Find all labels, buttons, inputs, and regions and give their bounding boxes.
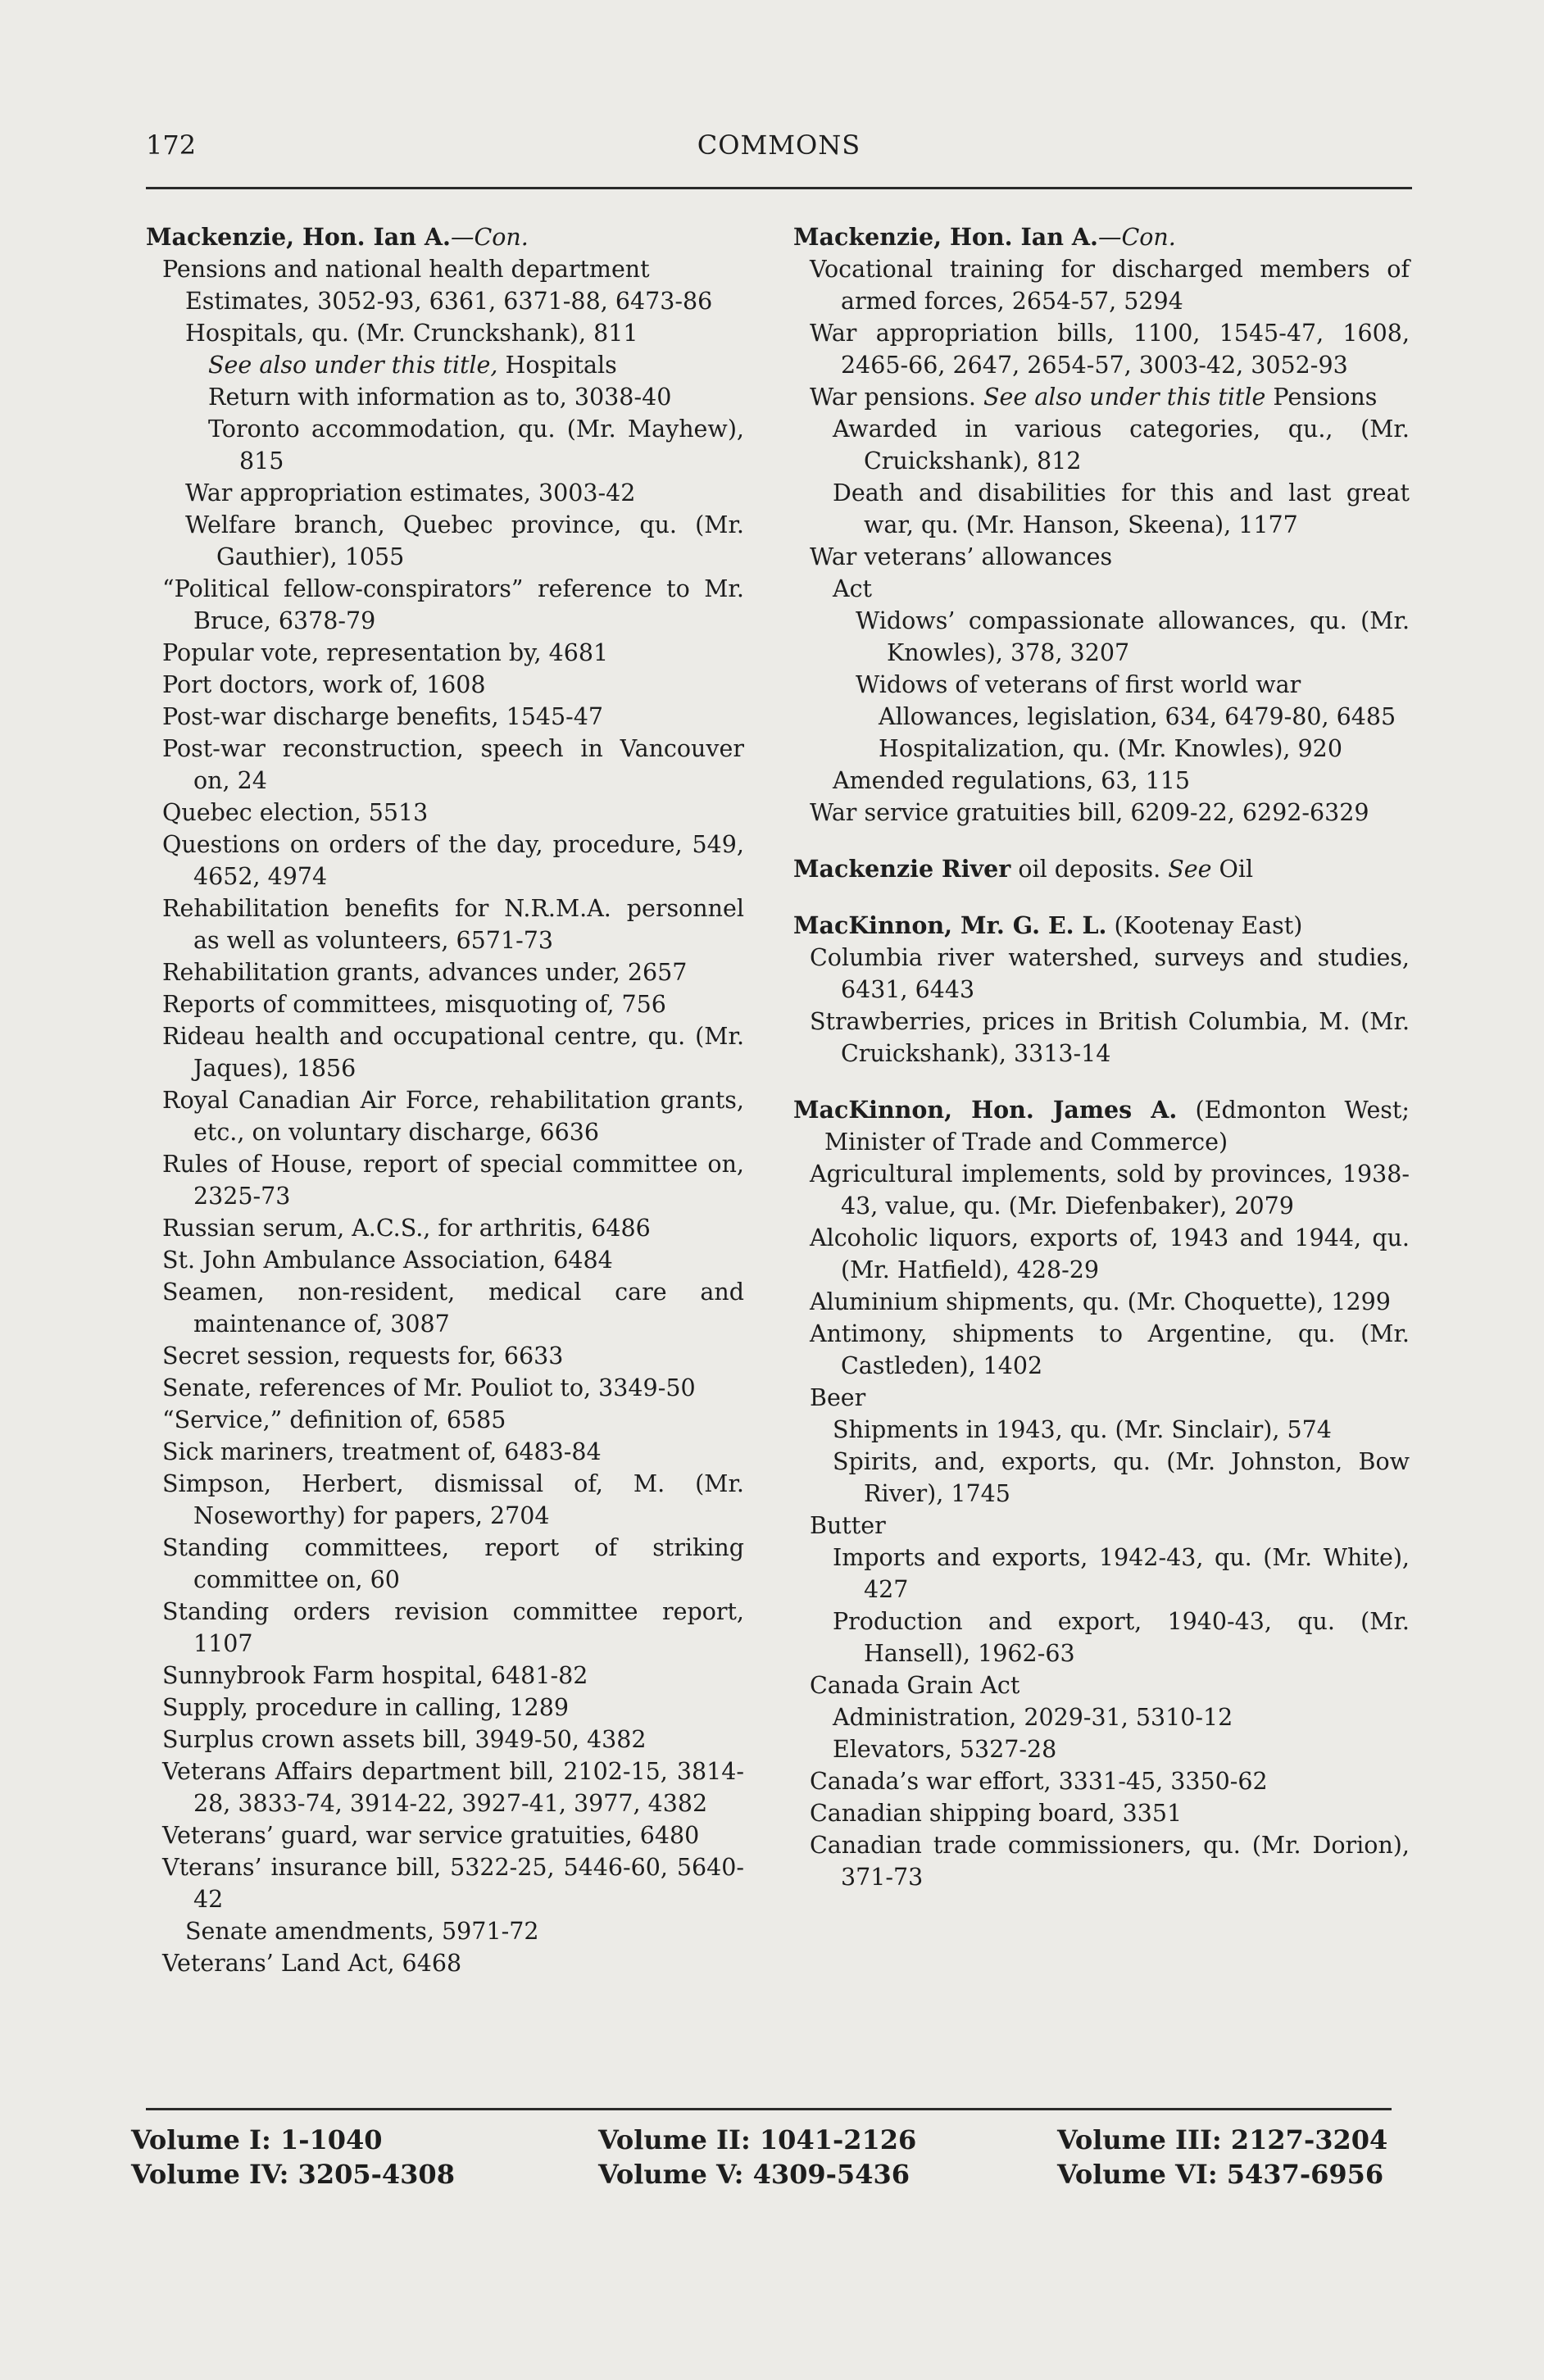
right-column xyxy=(793,221,1410,1893)
index-entry xyxy=(162,1851,744,1915)
index-entry xyxy=(162,1212,744,1244)
index-entry xyxy=(162,797,744,829)
index-entry xyxy=(833,765,1410,797)
index-entry xyxy=(162,1084,744,1148)
index-entry xyxy=(162,701,744,733)
index-entry xyxy=(162,253,744,285)
entry-text: Welfare branch, Quebec province, qu. (Mr. Gauthier), 1055 xyxy=(185,511,744,570)
index-entry xyxy=(833,413,1410,477)
index-entry xyxy=(162,1947,744,1979)
entry-text: Hospitals, qu. (Mr. Crunckshank), 811 xyxy=(185,320,638,347)
index-entry xyxy=(162,1724,744,1755)
index-entry xyxy=(833,1733,1410,1765)
entry-text: Surplus crown assets bill, 3949-50, 4382 xyxy=(162,1726,647,1753)
index-entry xyxy=(810,797,1410,829)
index-entry xyxy=(810,1006,1410,1070)
entry-text: Vocational training for discharged members of armed forces, 2654-57, 5294 xyxy=(810,256,1410,315)
index-entry xyxy=(856,605,1410,669)
cross-reference: See also under this title, xyxy=(208,352,498,379)
index-entry xyxy=(810,1286,1410,1318)
index-entry xyxy=(810,1797,1410,1829)
index-entry xyxy=(162,1436,744,1468)
index-heading xyxy=(146,221,744,253)
entry-text: Spirits, and, exports, qu. (Mr. Johnston, Bow River), 1745 xyxy=(833,1448,1410,1507)
entry-text: Senate amendments, 5971-72 xyxy=(185,1918,539,1945)
entry-text: Act xyxy=(833,575,872,602)
entry-text: Reports of committees, misquoting of, 756 xyxy=(162,991,666,1018)
entry-text: Veterans’ guard, war service gratuities, 6480 xyxy=(162,1822,700,1849)
entry-text: Supply, procedure in calling, 1289 xyxy=(162,1694,569,1721)
entry-text: War veterans’ allowances xyxy=(810,543,1113,570)
entry-text: Elevators, 5327-28 xyxy=(833,1736,1057,1763)
entry-text: Secret session, requests for, 6633 xyxy=(162,1342,564,1369)
index-entry xyxy=(833,1414,1410,1446)
index-entry xyxy=(162,1244,744,1276)
entry-text: Beer xyxy=(810,1384,866,1411)
entry-text: Canadian trade commissioners, qu. (Mr. Dorion), 371-73 xyxy=(810,1832,1410,1891)
entry-text: Rideau health and occupational centre, qu. (Mr. Jaques), 1856 xyxy=(162,1023,744,1082)
entry-text: Pensions and national health department xyxy=(162,256,650,283)
volume-label-2: Volume II: 1041-2126 xyxy=(598,2124,917,2155)
index-entry xyxy=(162,1148,744,1212)
entry-text: Widows’ compassionate allowances, qu. (Mr. Knowles), 378, 3207 xyxy=(856,607,1410,666)
entry-text: War service gratuities bill, 6209-22, 6292-6329 xyxy=(810,799,1369,826)
index-entry xyxy=(810,381,1410,413)
entry-text: St. John Ambulance Association, 6484 xyxy=(162,1247,613,1274)
index-entry xyxy=(162,1340,744,1372)
index-entry xyxy=(162,829,744,892)
index-entry xyxy=(856,669,1410,701)
entry-text: Seamen, non-resident, medical care and maintenance of, 3087 xyxy=(162,1279,744,1338)
index-entry xyxy=(185,317,744,349)
entry-text: Administration, 2029-31, 5310-12 xyxy=(833,1704,1233,1731)
page-header xyxy=(146,123,1412,172)
heading-name: MacKinnon, Hon. James A. xyxy=(793,1096,1178,1124)
entry-text: Toronto accommodation, qu. (Mr. Mayhew), 815 xyxy=(208,416,744,475)
entry-text: Post-war reconstruction, speech in Vancouver on, 24 xyxy=(162,735,744,794)
entry-text: Sunnybrook Farm hospital, 6481-82 xyxy=(162,1662,588,1689)
index-heading xyxy=(793,1094,1410,1158)
index-entry xyxy=(185,509,744,573)
heading-name: Mackenzie River xyxy=(793,855,1011,883)
index-entry xyxy=(162,573,744,637)
index-entry xyxy=(162,669,744,701)
volume-label-5: Volume V: 4309-5436 xyxy=(598,2159,910,2190)
entry-text: Rehabilitation benefits for N.R.M.A. personnel as well as volunteers, 6571-73 xyxy=(162,895,744,954)
index-entry xyxy=(162,956,744,988)
entry-text: Senate, references of Mr. Pouliot to, 3349-50 xyxy=(162,1374,696,1401)
entry-text: Rules of House, report of special committee on, 2325-73 xyxy=(162,1151,744,1210)
index-entry xyxy=(810,942,1410,1006)
entry-text: Imports and exports, 1942-43, qu. (Mr. White), 427 xyxy=(833,1544,1410,1603)
entry-text: Canada’s war effort, 3331-45, 3350-62 xyxy=(810,1768,1268,1795)
entry-text: Agricultural implements, sold by provinces, 1938-43, value, qu. (Mr. Diefenbaker), 2079 xyxy=(810,1160,1410,1220)
index-entry xyxy=(208,349,744,381)
index-entry xyxy=(162,1819,744,1851)
cross-reference: See also under this title xyxy=(983,384,1266,411)
index-entry xyxy=(810,1669,1410,1701)
index-entry xyxy=(208,413,744,477)
volume-label-6: Volume VI: 5437-6956 xyxy=(1057,2159,1384,2190)
entry-text: Simpson, Herbert, dismissal of, M. (Mr. Noseworthy) for papers, 2704 xyxy=(162,1470,744,1529)
entry-text: Sick mariners, treatment of, 6483-84 xyxy=(162,1438,602,1465)
index-heading xyxy=(793,853,1410,885)
volume-label-1: Volume I: 1-1040 xyxy=(131,2124,383,2155)
index-entry xyxy=(810,541,1410,573)
entry-text: War appropriation estimates, 3003-42 xyxy=(185,479,636,506)
entry-text: Russian serum, A.C.S., for arthritis, 6486 xyxy=(162,1215,651,1242)
entry-text: Standing orders revision committee report, 1107 xyxy=(162,1598,744,1657)
entry-text: War appropriation bills, 1100, 1545-47, 1608, 2465-66, 2647, 2654-57, 3003-42, 3052-93 xyxy=(810,320,1410,379)
index-entry xyxy=(810,1222,1410,1286)
heading-continued: —Con. xyxy=(1097,224,1176,251)
index-entry xyxy=(833,1701,1410,1733)
entry-text: Estimates, 3052-93, 6361, 6371-88, 6473-86 xyxy=(185,288,713,315)
index-heading xyxy=(793,221,1410,253)
entry-text: Allowances, legislation, 634, 6479-80, 6485 xyxy=(879,703,1396,730)
entry-text: Aluminium shipments, qu. (Mr. Choquette), 1299 xyxy=(810,1288,1391,1315)
index-entry xyxy=(162,1468,744,1532)
index-entry xyxy=(162,1276,744,1340)
index-entry xyxy=(162,1372,744,1404)
heading-text: (Edmonton West; Minister of Trade and Commerce) xyxy=(824,1097,1410,1156)
index-entry xyxy=(185,1915,744,1947)
index-entry xyxy=(162,637,744,669)
entry-text: Butter xyxy=(810,1512,886,1539)
entry-text: Alcoholic liquors, exports of, 1943 and 1944, qu. (Mr. Hatfield), 428-29 xyxy=(810,1224,1410,1283)
index-entry xyxy=(810,317,1410,381)
index-entry xyxy=(879,701,1410,733)
index-heading xyxy=(793,910,1410,942)
index-entry xyxy=(162,1596,744,1660)
index-entry xyxy=(162,1660,744,1692)
entry-text: Strawberries, prices in British Columbia, M. (Mr. Cruickshank), 3313-14 xyxy=(810,1008,1410,1067)
entry-text: Shipments in 1943, qu. (Mr. Sinclair), 574 xyxy=(833,1416,1332,1443)
entry-text: Standing committees, report of striking committee on, 60 xyxy=(162,1534,744,1593)
entry-text: Hospitals xyxy=(497,352,617,379)
cross-reference: See xyxy=(1168,856,1212,883)
index-entry xyxy=(162,988,744,1020)
index-entry xyxy=(162,1692,744,1724)
entry-text: Post-war discharge benefits, 1545-47 xyxy=(162,703,604,730)
index-entry xyxy=(810,253,1410,317)
index-entry xyxy=(833,1542,1410,1606)
entry-text: “Service,” definition of, 6585 xyxy=(162,1406,506,1433)
index-entry xyxy=(162,1404,744,1436)
entry-text: Quebec election, 5513 xyxy=(162,799,429,826)
entry-text: Production and export, 1940-43, qu. (Mr. Hansell), 1962-63 xyxy=(833,1608,1410,1667)
index-entry xyxy=(162,1020,744,1084)
entry-text: Questions on orders of the day, procedure, 549, 4652, 4974 xyxy=(162,831,744,890)
entry-text: Port doctors, work of, 1608 xyxy=(162,671,486,698)
entry-text: Rehabilitation grants, advances under, 2657 xyxy=(162,959,688,986)
heading-name: MacKinnon, Mr. G. E. L. xyxy=(793,911,1107,939)
index-entry xyxy=(810,1318,1410,1382)
entry-text: Pensions xyxy=(1265,384,1378,411)
header-divider xyxy=(146,187,1412,189)
heading-text: (Kootenay East) xyxy=(1106,912,1303,939)
entry-spacer xyxy=(793,829,1410,853)
entry-text: Royal Canadian Air Force, rehabilitation grants, etc., on voluntary discharge, 6636 xyxy=(162,1087,744,1146)
entry-text: Amended regulations, 63, 115 xyxy=(833,767,1191,794)
page-title: COMMONS xyxy=(697,129,861,161)
entry-text: War pensions. xyxy=(810,384,983,411)
index-entry xyxy=(162,1532,744,1596)
heading-name: Mackenzie, Hon. Ian A. xyxy=(146,223,451,251)
volume-label-3: Volume III: 2127-3204 xyxy=(1057,2124,1388,2155)
index-entry xyxy=(162,892,744,956)
index-entry xyxy=(810,1829,1410,1893)
heading-text: Oil xyxy=(1211,856,1254,883)
entry-text: Hospitalization, qu. (Mr. Knowles), 920 xyxy=(879,735,1342,762)
entry-text: Death and disabilities for this and last great war, qu. (Mr. Hanson, Skeena), 1177 xyxy=(833,479,1410,538)
heading-continued: —Con. xyxy=(450,224,529,251)
index-entry xyxy=(185,285,744,317)
index-entry xyxy=(162,733,744,797)
index-entry xyxy=(810,1765,1410,1797)
entry-text: Antimony, shipments to Argentine, qu. (Mr. Castleden), 1402 xyxy=(810,1320,1410,1379)
entry-text: Columbia river watershed, surveys and studies, 6431, 6443 xyxy=(810,944,1410,1003)
index-entry xyxy=(810,1158,1410,1222)
entry-text: Return with information as to, 3038-40 xyxy=(208,384,672,411)
entry-text: Veterans Affairs department bill, 2102-15, 3814-28, 3833-74, 3914-22, 3927-41, 3977, 4382 xyxy=(162,1758,744,1817)
heading-text: oil deposits. xyxy=(1010,856,1169,883)
index-entry xyxy=(879,733,1410,765)
entry-spacer xyxy=(793,885,1410,910)
entry-text: Canada Grain Act xyxy=(810,1672,1020,1699)
index-entry xyxy=(810,1510,1410,1542)
index-entry xyxy=(833,477,1410,541)
entry-text: Canadian shipping board, 3351 xyxy=(810,1800,1183,1827)
index-entry xyxy=(810,1382,1410,1414)
entry-text: Popular vote, representation by, 4681 xyxy=(162,639,609,666)
left-column xyxy=(146,221,744,1979)
volume-label-4: Volume IV: 3205-4308 xyxy=(131,2159,455,2190)
entry-text: Widows of veterans of first world war xyxy=(856,671,1301,698)
footer-divider xyxy=(146,2108,1392,2110)
page-number: 172 xyxy=(146,129,197,161)
heading-name: Mackenzie, Hon. Ian A. xyxy=(793,223,1098,251)
entry-text: Vterans’ insurance bill, 5322-25, 5446-60, 5640-42 xyxy=(162,1854,744,1913)
index-entry xyxy=(208,381,744,413)
entry-text: Veterans’ Land Act, 6468 xyxy=(162,1950,462,1977)
index-entry xyxy=(833,573,1410,605)
entry-text: Awarded in various categories, qu., (Mr. Cruickshank), 812 xyxy=(833,416,1410,475)
index-entry xyxy=(162,1755,744,1819)
entry-text: “Political fellow-conspirators” reference to Mr. Bruce, 6378-79 xyxy=(162,575,744,634)
index-entry xyxy=(185,477,744,509)
index-entry xyxy=(833,1446,1410,1510)
index-entry xyxy=(833,1606,1410,1669)
entry-spacer xyxy=(793,1070,1410,1094)
